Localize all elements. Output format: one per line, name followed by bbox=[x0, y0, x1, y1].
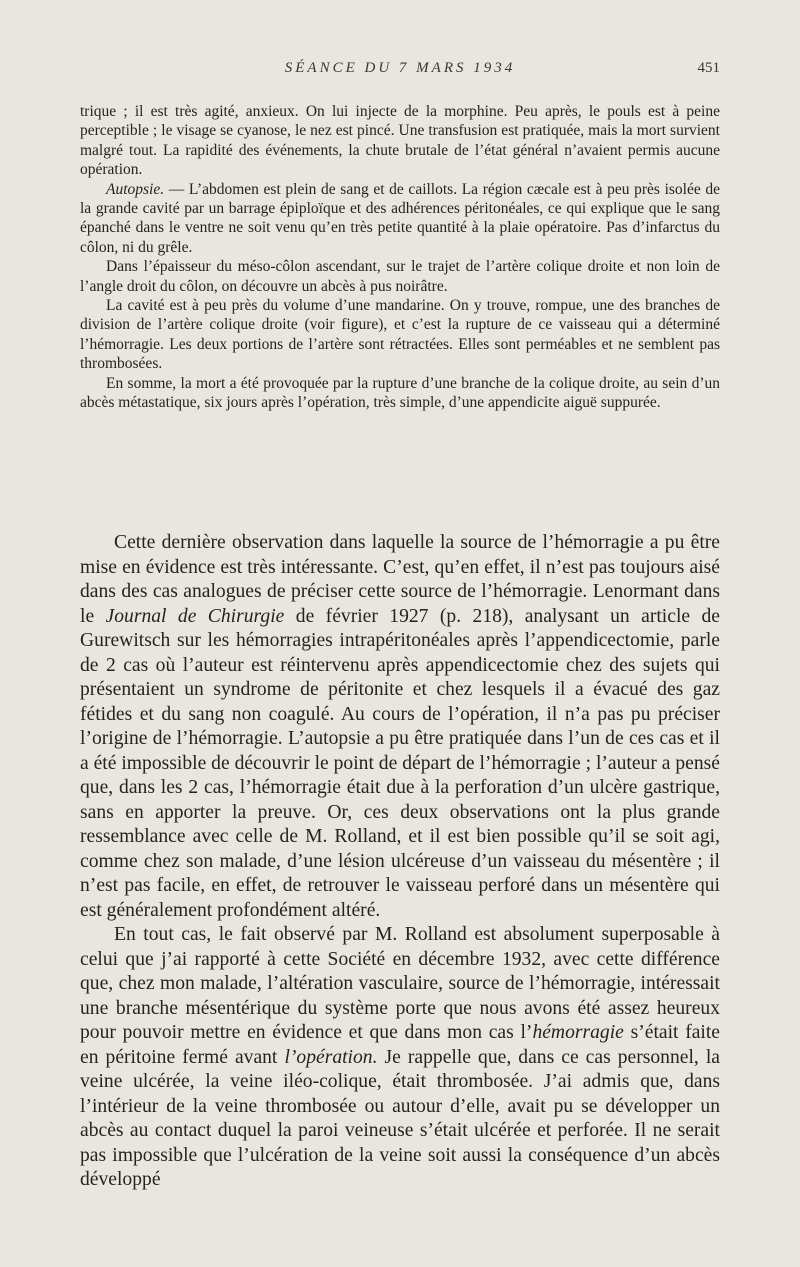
commentary-paragraph bbox=[80, 923, 720, 1193]
paragraph-text: La cavité est à peu près du volume d’une mandarine. On y trouve, rompue, une des branches de division de l’artère colique droite (voir figure), et c’est la rupture de ce vaisseau qui a déterminé l’hémorragie. Les deux portions de l’artère sont rétractées. Elles sont perméables et ne semblent pas thrombosées. bbox=[80, 297, 720, 373]
emphasis-text: hémorragie bbox=[532, 1022, 624, 1043]
emphasis-text: l’opération. bbox=[284, 1046, 378, 1068]
commentary-text bbox=[80, 531, 720, 1193]
autopsy-label: Autopsie. bbox=[106, 180, 165, 198]
paragraph-text: Cette dernière observation dans laquelle la source de l’hémorragie a pu être mise en évidence est très intéressante. C’est, qu’en effet, il n’est pas toujours aisé dans des cas analogues de préciser cette source de l’hémorragie. Lenormant dans le bbox=[80, 532, 720, 627]
page-number: 451 bbox=[697, 60, 720, 76]
autopsy-paragraph bbox=[80, 180, 720, 258]
paragraph-text: — L’abdomen est plein de sang et de caillots. La région cæcale est à peu près isolée de la grande cavité par un barrage épiploïque et des adhérences péritonéales, ce qui explique que le sang épanché dans le ventre ne soit venu qu’en très petite quantité à la plaie opératoire. Pas d’infarctus du côlon, ni du grêle. bbox=[80, 180, 720, 256]
paragraph-text: En somme, la mort a été provoquée par la rupture d’une branche de la colique droite, au sein d’un abcès métastatique, six jours après l’opération, très simple, d’une appendicite aiguë suppurée. bbox=[80, 374, 720, 412]
paragraph-text: s’était faite en péritoine fermé avant bbox=[80, 1022, 721, 1068]
case-report-paragraph bbox=[80, 257, 720, 296]
journal-title: Journal de Chirurgie bbox=[105, 605, 285, 627]
commentary-paragraph bbox=[80, 531, 720, 923]
paragraph-text: Je rappelle que, dans ce cas personnel, la veine ulcérée, la veine iléo-colique, était thrombosée. J’ai admis que, dans l’intérieur de la veine thrombosée ou autour d’elle, avait pu se développer un abcès au contact duquel la paroi veineuse s’était ulcérée et perforée. Il ne serait pas impossible que l’ulcération de la veine soit aussi la conséquence d’un abcès développé bbox=[80, 1046, 721, 1190]
paragraph-text: de février 1927 (p. 218), analysant un article de Gurewitsch sur les hémorragies intrapéritonéales après l’appendicectomie, parle de 2 cas où l’auteur est réintervenu après appendicectomie chez des sujets qui présentaient un syndrome de péritonite et chez lesquels il a évacué des gaz fétides et du sang non coagulé. Au cours de l’opération, il n’a pas pu préciser l’origine de l’hémorragie. L’autopsie a pu être pratiquée dans l’un de ces cas et il a été impossible de découvrir le point de départ de l’hémorragie ; l’auteur a pensé que, dans les 2 cas, l’hémorragie était due à la perforation d’un ulcère gastrique, sans en apporter la preuve. Or, ces deux observations ont la plus grande ressemblance avec celle de M. Rolland, et il est bien possible qu’il se soit agi, comme chez son malade, d’une lésion ulcéreuse d’un vaisseau du mésentère ; il n’est pas facile, en effet, de retrouver le vaisseau perforé dans un mésentère qui est généralement profondément altéré. bbox=[80, 605, 720, 921]
case-report-paragraph bbox=[80, 102, 720, 180]
case-report-text bbox=[80, 102, 720, 413]
paragraph-text: Dans l’épaisseur du méso-côlon ascendant, sur le trajet de l’artère colique droite et non loin de l’angle droit du côlon, on découvre un abcès à pus noirâtre. bbox=[80, 258, 720, 295]
header-title: SÉANCE DU 7 MARS 1934 bbox=[284, 60, 516, 76]
running-header bbox=[80, 60, 720, 84]
case-report-paragraph bbox=[80, 296, 720, 374]
paragraph-text: trique ; il est très agité, anxieux. On lui injecte de la morphine. Peu après, le pouls est à peine perceptible ; le visage se cyanose, le nez est pincé. Une transfusion est pratiquée, mais la mort survient malgré tout. La rapidité des événements, la chute brutale de l’état général n’avaient permis aucune opération. bbox=[80, 103, 720, 179]
paragraph-text: En tout cas, le fait observé par M. Rolland est absolument superposable à celui que j’ai rapporté à cette Société en décembre 1932, avec cette différence que, chez mon malade, l’altération vasculaire, source de l’hémorragie, intéressait une branche mésentérique du système porte que nous avons été assez heureux pour pouvoir mettre en évidence et que dans mon cas l’ bbox=[80, 924, 720, 1043]
case-report-paragraph bbox=[80, 374, 720, 413]
